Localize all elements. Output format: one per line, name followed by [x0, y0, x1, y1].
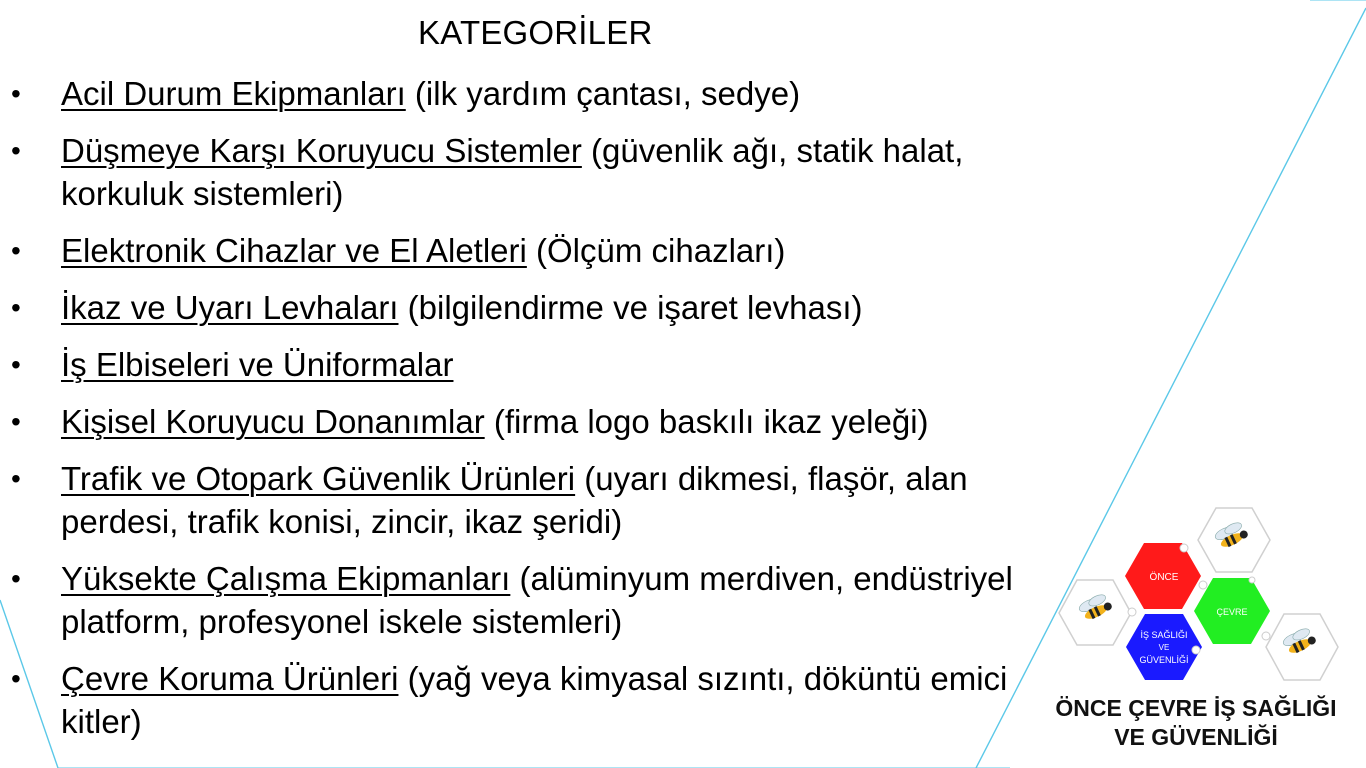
- category-detail: (güvenlik ağı, statik halat, korkuluk sistemleri): [61, 132, 964, 212]
- list-item: [0, 129, 1040, 215]
- category-detail: (Ölçüm cihazları): [526, 232, 786, 269]
- bullet-icon: •: [11, 406, 21, 437]
- category-detail: (uyarı dikmesi, flaşör, alan perdesi, trafik konisi, zincir, ikaz şeridi): [61, 460, 968, 540]
- category-link[interactable]: Kişisel Koruyucu Donanımlar: [61, 403, 485, 440]
- category-detail: (ilk yardım çantası, sedye): [405, 75, 801, 112]
- hex-blue-label-line1: İŞ SAĞLIĞI: [1140, 630, 1188, 640]
- category-detail: (yağ veya kimyasal sızıntı, döküntü emici kitler): [61, 660, 1008, 740]
- bullet-icon: •: [11, 292, 21, 323]
- hex-blue-label-line3: GÜVENLİĞİ: [1139, 655, 1189, 665]
- list-item: [0, 286, 1040, 329]
- list-item: [0, 343, 1040, 386]
- bullet-icon: •: [11, 463, 21, 494]
- list-item: [0, 657, 1040, 743]
- category-link[interactable]: Trafik ve Otopark Güvenlik Ürünleri: [61, 460, 576, 497]
- bullet-icon: •: [11, 663, 21, 694]
- logo-caption: [1050, 694, 1342, 752]
- category-detail: (firma logo baskılı ikaz yeleği): [484, 403, 929, 440]
- category-link[interactable]: İş Elbiseleri ve Üniformalar: [61, 346, 454, 383]
- list-item: [0, 457, 1040, 543]
- category-link[interactable]: Elektronik Cihazlar ve El Aletleri: [61, 232, 527, 269]
- list-item: [0, 229, 1040, 272]
- category-detail: (alüminyum merdiven, endüstriyel platform, profesyonel iskele sistemleri): [61, 560, 1013, 640]
- category-list: [0, 72, 1040, 757]
- category-link[interactable]: Acil Durum Ekipmanları: [61, 75, 406, 112]
- bullet-icon: •: [11, 78, 21, 109]
- category-link[interactable]: Yüksekte Çalışma Ekipmanları: [61, 560, 511, 597]
- list-item: [0, 400, 1040, 443]
- bullet-icon: •: [11, 349, 21, 380]
- page-title: KATEGORİLER: [418, 14, 653, 51]
- logo-caption-line1: ÖNCE ÇEVRE İŞ SAĞLIĞI: [1055, 695, 1337, 721]
- logo-caption-line2: VE GÜVENLİĞİ: [1114, 724, 1278, 750]
- list-item: [0, 557, 1040, 643]
- category-detail: (bilgilendirme ve işaret levhası): [398, 289, 863, 326]
- hex-green-label: ÇEVRE: [1216, 607, 1248, 617]
- list-item: [0, 72, 1040, 115]
- hex-blue-label-line2: VE: [1158, 643, 1170, 652]
- bullet-icon: •: [11, 135, 21, 166]
- bullet-icon: •: [11, 235, 21, 266]
- hex-red-label: ÖNCE: [1149, 572, 1179, 583]
- bullet-icon: •: [11, 563, 21, 594]
- category-link[interactable]: İkaz ve Uyarı Levhaları: [61, 289, 399, 326]
- category-link[interactable]: Düşmeye Karşı Koruyucu Sistemler: [61, 132, 582, 169]
- category-link[interactable]: Çevre Koruma Ürünleri: [61, 660, 399, 697]
